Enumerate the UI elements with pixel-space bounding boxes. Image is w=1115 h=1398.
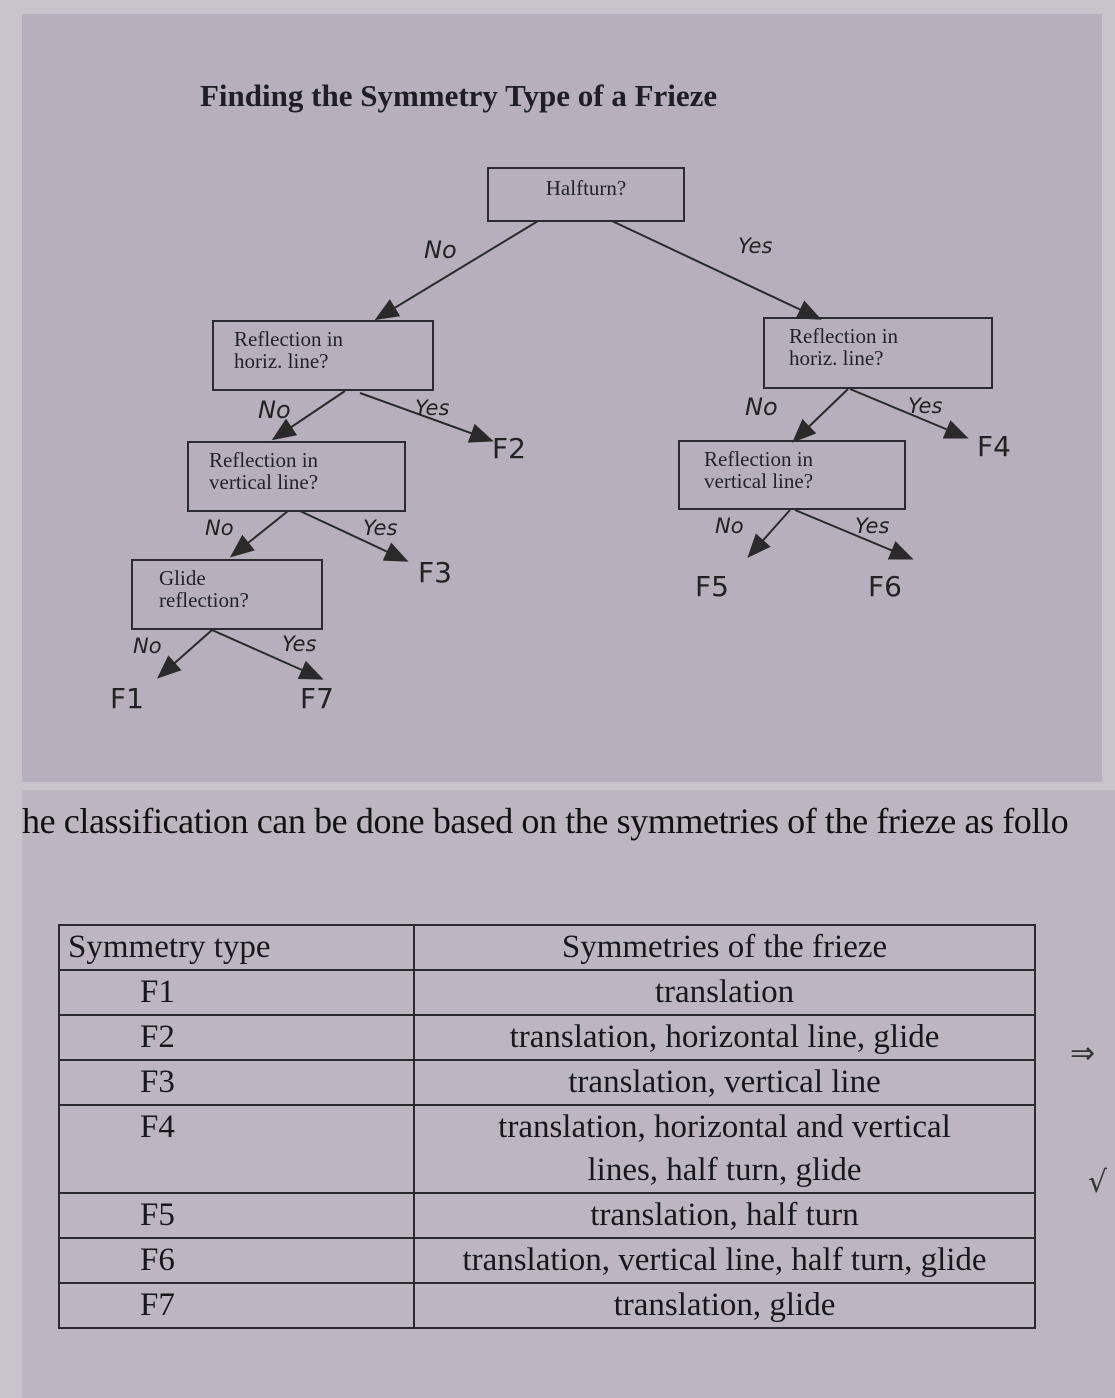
row-symmetries: translation, vertical line, half turn, glide bbox=[414, 1238, 1035, 1283]
node-glide bbox=[131, 559, 323, 630]
row-symmetries: translation bbox=[414, 970, 1035, 1015]
header-symmetry-type: Symmetry type bbox=[59, 925, 414, 970]
node-right-vert bbox=[678, 440, 906, 510]
row-symmetries: translation, horizontal and vertical lines, half turn, glide bbox=[414, 1105, 1035, 1193]
branch-label-right-horiz-no: No bbox=[745, 393, 778, 421]
node-left-vert-line2: vertical line? bbox=[209, 470, 319, 494]
row-type: F1 bbox=[59, 970, 414, 1015]
edge-r2-yes bbox=[795, 510, 910, 558]
branch-label-glide-yes: Yes bbox=[282, 632, 317, 656]
branch-label-right-vert-no: No bbox=[715, 514, 744, 538]
leaf-f4-label: F4 bbox=[977, 430, 1011, 463]
branch-label-left-vert-yes: Yes bbox=[363, 516, 398, 540]
row-type: F5 bbox=[59, 1193, 414, 1238]
leaf-f2-label: F2 bbox=[492, 432, 526, 465]
row-symmetries: translation, vertical line bbox=[414, 1060, 1035, 1105]
table-header-row bbox=[59, 925, 1035, 970]
leaf-f1-label: F1 bbox=[110, 682, 144, 715]
branch-label-root-no: No bbox=[424, 236, 457, 264]
node-left-horiz-line1: Reflection in bbox=[234, 327, 344, 351]
edge-r1-no bbox=[795, 389, 848, 440]
leaf-f4 bbox=[977, 430, 1011, 463]
leaf-f7-label: F7 bbox=[300, 682, 334, 715]
row-type: F3 bbox=[59, 1060, 414, 1105]
row-symmetries: translation, horizontal line, glide bbox=[414, 1015, 1035, 1060]
leaf-f6 bbox=[868, 570, 902, 603]
edge-l3-no bbox=[160, 630, 212, 676]
leaf-f5 bbox=[695, 570, 729, 603]
node-left-vert-line1: Reflection in bbox=[209, 448, 319, 472]
node-left-vert bbox=[187, 441, 406, 512]
node-right-vert-line1: Reflection in bbox=[704, 447, 814, 471]
edge-l2-no bbox=[233, 511, 288, 555]
diagram-title: Finding the Symmetry Type of a Frieze bbox=[200, 78, 718, 113]
row-symmetries: translation, glide bbox=[414, 1283, 1035, 1328]
leaf-f3-label: F3 bbox=[418, 556, 452, 589]
node-right-vert-line2: vertical line? bbox=[704, 469, 814, 493]
right-arrow-icon: ⇒ bbox=[1070, 1036, 1096, 1071]
table-row bbox=[59, 1015, 1035, 1060]
table-row bbox=[59, 1238, 1035, 1283]
node-right-horiz-line1: Reflection in bbox=[789, 324, 899, 348]
row-type: F2 bbox=[59, 1015, 414, 1060]
node-right-horiz-line2: horiz. line? bbox=[789, 346, 884, 370]
header-symmetries: Symmetries of the frieze bbox=[414, 925, 1035, 970]
branch-label-left-horiz-yes: Yes bbox=[415, 396, 450, 420]
edge-root-no bbox=[378, 221, 538, 318]
leaf-f6-label: F6 bbox=[868, 570, 902, 603]
classification-caption: he classification can be done based on the symmetries of the frieze as follo bbox=[22, 801, 1069, 841]
table-row bbox=[59, 970, 1035, 1015]
node-glide-line1: Glide bbox=[159, 566, 206, 590]
node-glide-line2: reflection? bbox=[159, 588, 249, 612]
row-type: F4 bbox=[59, 1105, 414, 1193]
node-left-horiz bbox=[212, 320, 434, 391]
row-type: F6 bbox=[59, 1238, 414, 1283]
branch-label-left-vert-no: No bbox=[205, 516, 234, 540]
leaf-f1 bbox=[110, 682, 144, 715]
leaf-f3 bbox=[418, 556, 452, 589]
row-symmetries: translation, half turn bbox=[414, 1193, 1035, 1238]
table-row bbox=[59, 1193, 1035, 1238]
table-row bbox=[59, 1283, 1035, 1328]
node-right-horiz bbox=[763, 317, 993, 389]
leaf-f2 bbox=[492, 432, 526, 465]
node-halfturn-label: Halfturn? bbox=[545, 176, 627, 200]
branch-label-left-horiz-no: No bbox=[258, 396, 291, 424]
branch-label-glide-no: No bbox=[133, 634, 162, 658]
branch-label-root-yes: Yes bbox=[738, 234, 773, 258]
edge-root-yes bbox=[612, 221, 818, 318]
table-row bbox=[59, 1105, 1035, 1193]
leaf-f5-label: F5 bbox=[695, 570, 729, 603]
branch-label-right-horiz-yes: Yes bbox=[908, 394, 943, 418]
table-row bbox=[59, 1060, 1035, 1105]
symmetry-table bbox=[58, 924, 1036, 1329]
node-left-horiz-line2: horiz. line? bbox=[234, 349, 329, 373]
leaf-f7 bbox=[300, 682, 334, 715]
branch-label-right-vert-yes: Yes bbox=[855, 514, 890, 538]
check-mark-icon: √ bbox=[1088, 1165, 1108, 1200]
node-halfturn bbox=[487, 167, 685, 222]
row-type: F7 bbox=[59, 1283, 414, 1328]
edge-r2-no bbox=[750, 510, 790, 555]
